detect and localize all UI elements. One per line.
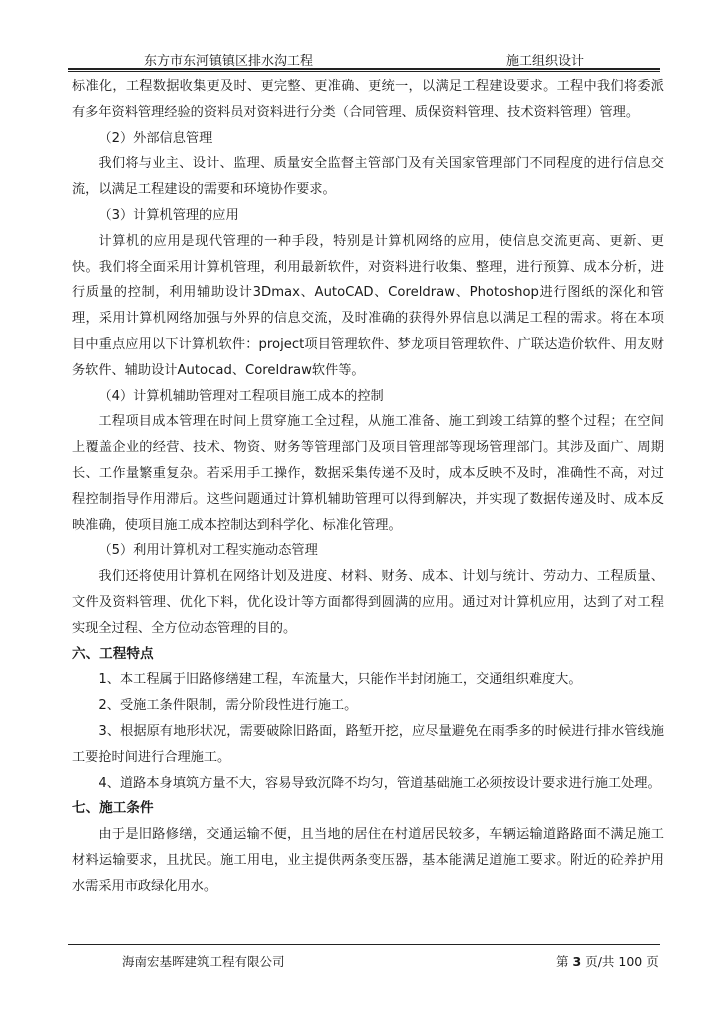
subsection-4-paragraph: 工程项目成本管理在时间上贯穿施工全过程，从施工准备、施工到竣工结算的整个过程；在空间上覆盖企业的经营、技术、物资、财务等管理部门及项目管理部等现场管理部门。其涉及面广、周期长、工作量繁重复杂。若采用手工操作，数据采集传递不及时，成本反映不及时，准确性不高，对过程控制指导作用滞后。这些问题通过计算机辅助管理可以得到解决，并实现了数据传递及时、成本反映准确，使项目施工成本控制达到科学化、标准化管理。 [72, 414, 664, 533]
page-body [72, 74, 664, 900]
feature-item: 1、本工程属于旧路修缮建工程，车流量大，只能作半封闭施工，交通组织难度大。 [98, 672, 582, 688]
subsection-title-3: （3）计算机管理的应用 [98, 207, 239, 223]
document-type: 施工组织设计 [506, 54, 585, 69]
page-suffix: 页 [646, 954, 659, 969]
subsection-title-4: （4）计算机辅助管理对工程项目施工成本的控制 [98, 388, 384, 404]
section-heading-7: 七、施工条件 [72, 800, 154, 817]
company-name: 海南宏基晖建筑工程有限公司 [122, 954, 285, 969]
page-middle: 页/共 [585, 954, 615, 969]
header-rule-thin [68, 71, 660, 72]
subsection-2-paragraph: 我们将与业主、设计、监理、质量安全监督主管部门及有关国家管理部门不同程度的进行信息交流，以满足工程建设的需要和环境协作要求。 [72, 156, 664, 198]
page-number: 3 [572, 954, 582, 969]
feature-item: 3、根据原有地形状况，需要破除旧路面，路堑开挖，应尽量避免在雨季多的时候进行排水管线施工要抢时间进行合理施工。 [72, 723, 664, 765]
feature-item: 2、受施工条件限制，需分阶段性进行施工。 [98, 698, 358, 714]
subsection-title-2: （2）外部信息管理 [98, 130, 213, 146]
subsection-5-paragraph: 我们还将使用计算机在网络计划及进度、材料、财务、成本、计划与统计、劳动力、工程质量、文件及资料管理、优化下料，优化设计等方面都得到圆满的应用。通过对计算机应用，达到了对工程实现全过程、全方位动态管理的目的。 [72, 569, 664, 636]
section-heading-6: 六、工程特点 [72, 645, 154, 662]
header-rule [68, 68, 660, 70]
page-prefix: 第 [556, 954, 569, 969]
feature-item: 4、道路本身填筑方量不大，容易导致沉降不均匀，管道基础施工必须按设计要求进行施工处理。 [98, 775, 661, 791]
paragraph-continuation: 标准化，工程数据收集更及时、更完整、更准确、更统一，以满足工程建设要求。工程中我们将委派有多年资料管理经验的资料员对资料进行分类（合同管理、质保资料管理、技术资料管理）管理。 [72, 79, 664, 120]
footer-rule [68, 944, 660, 945]
section-7-paragraph: 由于是旧路修缮，交通运输不便，且当地的居住在村道居民较多，车辆运输道路路面不满足施工材料运输要求，且扰民。施工用电，业主提供两条变压器，基本能满足道施工要求。附近的砼养护用水需采用市政绿化用水。 [72, 827, 664, 894]
subsection-title-5: （5）利用计算机对工程实施动态管理 [98, 543, 318, 559]
page-indicator [556, 952, 659, 970]
project-title: 东方市东河镇镇区排水沟工程 [144, 54, 314, 69]
page-footer [68, 950, 660, 970]
subsection-3-paragraph: 计算机的应用是现代管理的一种手段，特别是计算机网络的应用，使信息交流更高、更新、更快。我们将全面采用计算机管理，利用最新软件，对资料进行收集、整理，进行预算、成本分析，进行质量的控制，利用辅助设计3Dmax、AutoCAD、Coreldraw、Photoshop进行图纸的深化和管理，采用计算机网络加强与外界的信息交流，及时准确的获得外界信息以满足工程的需求。将在本项目中重点应用以下计算机软件：project项目管理软件、梦龙项目管理软件、广联达造价软件、用友财务软件、辅助设计Autocad、Coreldraw软件等。 [72, 233, 664, 378]
page-total: 100 [618, 954, 643, 969]
page-header [68, 48, 656, 68]
